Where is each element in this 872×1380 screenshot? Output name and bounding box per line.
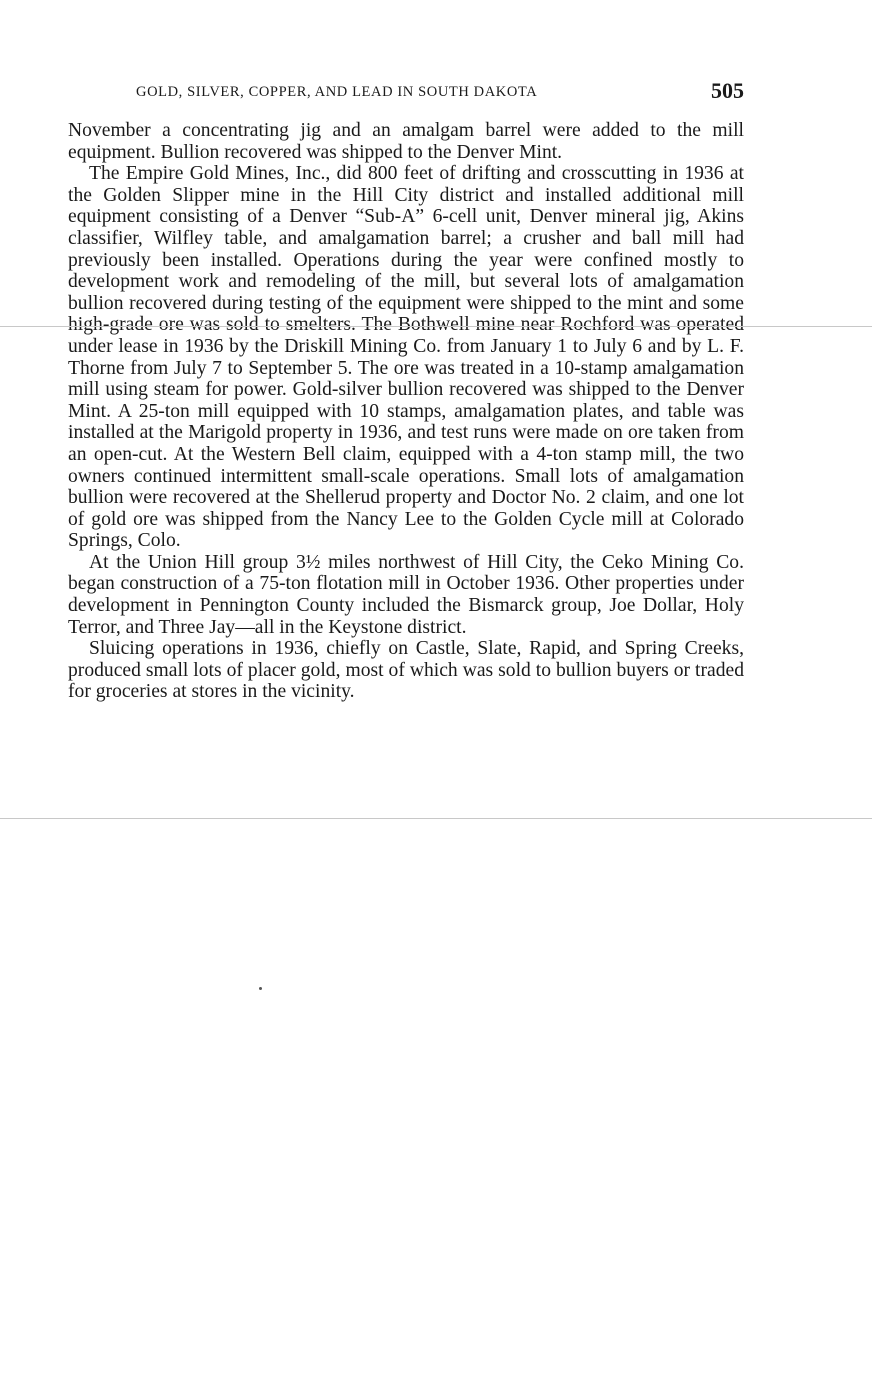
- scan-artifact-line: [0, 326, 872, 327]
- body-text: [68, 120, 744, 703]
- paragraph: The Empire Gold Mines, Inc., did 800 feet of drifting and crosscutting in 1936 at the Golden Slipper mine in the Hill City district and installed additional mill equipment consisting of a Denver “Sub-A” 6-cell unit, Denver mineral jig, Akins classifier, Wilfley table, and amalgamation barrel; a crusher and ball mill had previously been installed. Operations during the year were confined mostly to development work and remodeling of the mill, but several lots of amalgamation bullion recovered during testing of the equipment were shipped to the mint and some high-grade ore was sold to smelters. The Bothwell mine near Rochford was operated under lease in 1936 by the Driskill Mining Co. from January 1 to July 6 and by L. F. Thorne from July 7 to September 5. The ore was treated in a 10-stamp amalgamation mill using steam for power. Gold-silver bullion recovered was shipped to the Denver Mint. A 25-ton mill equipped with 10 stamps, amalgamation plates, and table was installed at the Marigold property in 1936, and test runs were made on ore taken from an open-cut. At the Western Bell claim, equipped with a 4-ton stamp mill, the two owners continued intermittent small-scale operations. Small lots of amalgamation bullion were recovered at the Shellerud property and Doctor No. 2 claim, and one lot of gold ore was shipped from the Nancy Lee to the Golden Cycle mill at Colorado Springs, Colo.: [68, 163, 744, 552]
- scan-speck: [259, 987, 262, 990]
- paragraph: Sluicing operations in 1936, chiefly on Castle, Slate, Rapid, and Spring Creeks, produced small lots of placer gold, most of which was sold to bullion buyers or traded for groceries at stores in the vicinity.: [68, 638, 744, 703]
- page-header: [68, 78, 744, 108]
- running-head: GOLD, SILVER, COPPER, AND LEAD IN SOUTH DAKOTA: [136, 84, 538, 100]
- page-number: 505: [711, 78, 744, 103]
- paragraph: At the Union Hill group 3½ miles northwest of Hill City, the Ceko Mining Co. began construction of a 75-ton flotation mill in October 1936. Other properties under development in Pennington County included the Bismarck group, Joe Dollar, Holy Terror, and Three Jay—all in the Keystone district.: [68, 551, 744, 638]
- paragraph-continued: November a concentrating jig and an amalgam barrel were added to the mill equipment. Bullion recovered was shipped to the Denver Mint.: [68, 120, 744, 163]
- scan-artifact-line: [0, 818, 872, 819]
